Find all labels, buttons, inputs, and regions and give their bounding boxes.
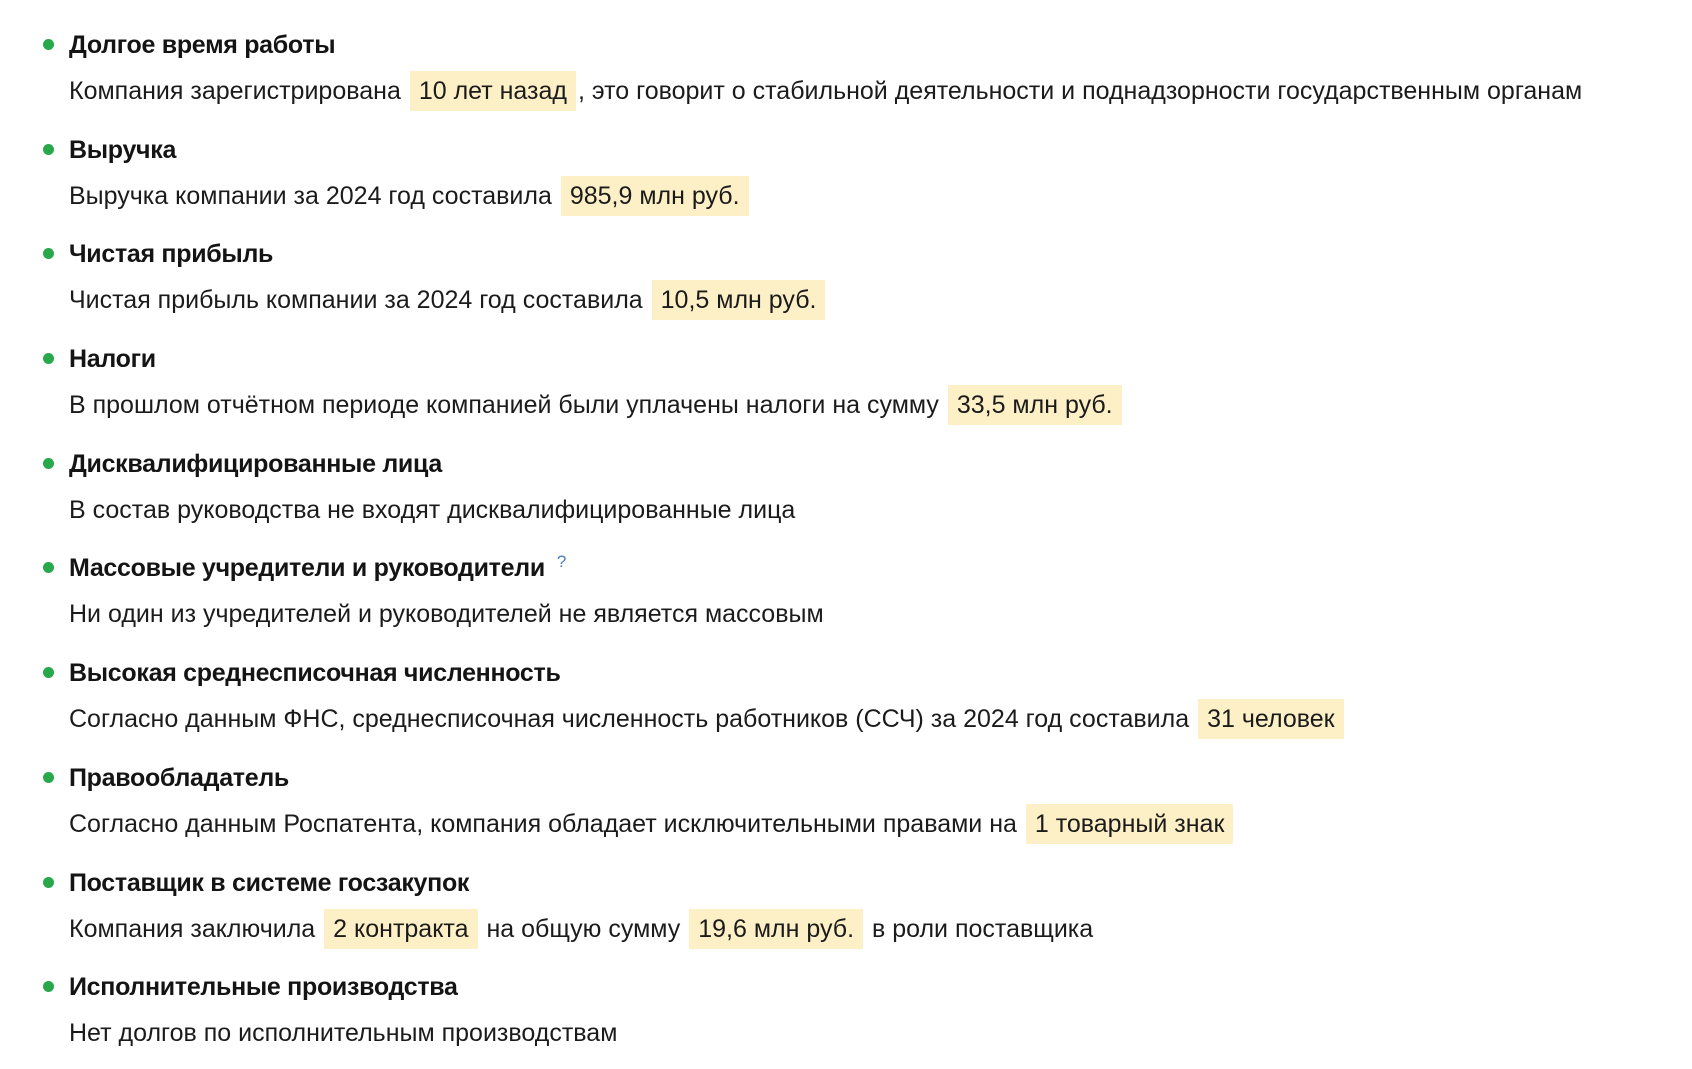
desc-text: В прошлом отчётном периоде компанией были уплачены налоги на сумму bbox=[69, 391, 939, 420]
indicator-description bbox=[69, 69, 1582, 113]
indicator-description: Ни один из учредителей и руководителей не является массовым bbox=[69, 600, 824, 629]
indicator-item-disqualified bbox=[0, 441, 1692, 546]
highlight-value: 19,6 млн руб. bbox=[689, 909, 863, 949]
green-bullet-icon bbox=[43, 248, 54, 259]
indicator-title: Выручка bbox=[69, 135, 177, 164]
indicator-title-text: Массовые учредители и руководители bbox=[69, 554, 545, 583]
desc-text: Компания зарегистрирована bbox=[69, 77, 401, 105]
indicator-item-long-operation bbox=[0, 22, 1692, 127]
highlight-value: 10 лет назад bbox=[410, 71, 576, 111]
green-bullet-icon bbox=[43, 39, 54, 50]
indicator-description bbox=[69, 278, 827, 322]
green-bullet-icon bbox=[43, 562, 54, 573]
indicator-description bbox=[69, 907, 1093, 951]
desc-text: в роли поставщика bbox=[871, 914, 1094, 943]
desc-text: Выручка компании за 2024 год составила bbox=[69, 181, 552, 210]
green-bullet-icon bbox=[43, 353, 54, 364]
indicator-title: Долгое время работы bbox=[69, 31, 336, 59]
indicator-description: В состав руководства не входят дисквалифицированные лица bbox=[69, 495, 796, 524]
highlight-value: 1 товарный знак bbox=[1026, 804, 1234, 844]
indicator-item-rights-holder bbox=[0, 755, 1692, 860]
desc-text: на общую сумму bbox=[486, 914, 681, 943]
indicator-title: Налоги bbox=[69, 345, 156, 374]
desc-text: Согласно данным Роспатента, компания обладает исключительными правами на bbox=[69, 809, 1017, 838]
green-bullet-icon bbox=[43, 772, 54, 783]
highlight-value: 985,9 млн руб. bbox=[561, 176, 749, 216]
indicator-description bbox=[69, 383, 1124, 427]
indicator-description bbox=[69, 802, 1235, 846]
green-bullet-icon bbox=[43, 144, 54, 155]
indicator-item-net-profit bbox=[0, 231, 1692, 336]
indicator-title: Исполнительные производства bbox=[69, 973, 458, 1002]
indicator-item-taxes bbox=[0, 336, 1692, 441]
indicator-title: Поставщик в системе госзакупок bbox=[69, 868, 470, 897]
indicator-item-enforcement bbox=[0, 964, 1692, 1069]
indicator-item-mass-founders bbox=[0, 545, 1692, 650]
highlight-value: 10,5 млн руб. bbox=[652, 280, 826, 320]
indicator-description bbox=[69, 174, 751, 218]
indicator-item-headcount bbox=[0, 650, 1692, 755]
desc-text: , это говорит о стабильной деятельности и поднадзорности государственным органам bbox=[578, 77, 1583, 105]
indicator-title: Высокая среднесписочная численность bbox=[69, 659, 561, 688]
indicator-title: Дисквалифицированные лица bbox=[69, 449, 442, 478]
indicator-title: Чистая прибыль bbox=[69, 240, 274, 269]
green-bullet-icon bbox=[43, 877, 54, 888]
highlight-value: 2 контракта bbox=[324, 909, 477, 949]
indicator-item-revenue bbox=[0, 127, 1692, 232]
indicator-title bbox=[69, 551, 566, 585]
indicator-description: Нет долгов по исполнительным производствам bbox=[69, 1019, 618, 1048]
green-bullet-icon bbox=[43, 458, 54, 469]
green-bullet-icon bbox=[43, 667, 54, 678]
desc-text: Чистая прибыль компании за 2024 год составила bbox=[69, 286, 643, 315]
indicator-title: Правообладатель bbox=[69, 763, 289, 792]
desc-text: Согласно данным ФНС, среднесписочная численность работников (ССЧ) за 2024 год составила bbox=[69, 705, 1190, 734]
desc-text: Компания заключила bbox=[69, 914, 316, 943]
highlight-value: 33,5 млн руб. bbox=[948, 385, 1122, 425]
green-bullet-icon bbox=[43, 981, 54, 992]
help-question-icon[interactable]: ? bbox=[556, 552, 567, 572]
indicator-item-procurement bbox=[0, 860, 1692, 965]
indicator-description bbox=[69, 697, 1346, 741]
highlight-value: 31 человек bbox=[1198, 699, 1343, 739]
